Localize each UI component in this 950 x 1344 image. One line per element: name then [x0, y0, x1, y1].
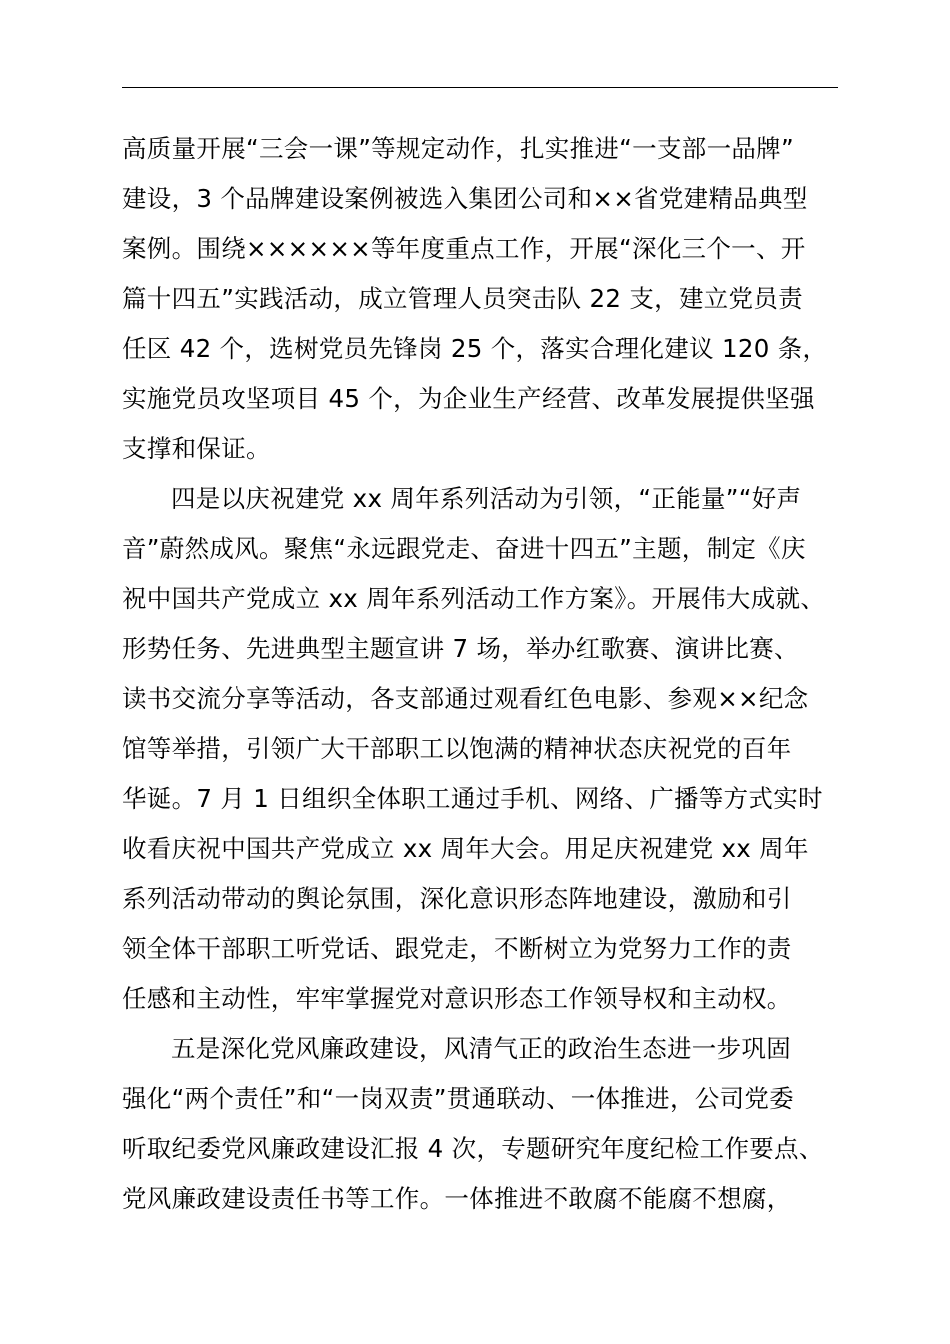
paragraph-start-line: 四是以庆祝建党 xx 周年系列活动为引领，“正能量”“好声	[171, 484, 802, 513]
text-line: 任区 42 个，选树党员先锋岗 25 个，落实合理化建议 120 条，	[122, 334, 828, 363]
text-line: 形势任务、先进典型主题宣讲 7 场，举办红歌赛、演讲比赛、	[122, 634, 799, 663]
text-line: 高质量开展“三会一课”等规定动作，扎实推进“一支部一品牌”	[122, 134, 794, 163]
text-line: 建设，3 个品牌建设案例被选入集团公司和××省党建精品典型	[122, 184, 808, 213]
text-line: 祝中国共产党成立 xx 周年系列活动工作方案》。开展伟大成就、	[122, 584, 826, 613]
text-line: 任感和主动性，牢牢掌握党对意识形态工作领导权和主动权。	[122, 984, 792, 1013]
text-line: 支撑和保证。	[122, 434, 271, 463]
text-line: 系列活动带动的舆论氛围，深化意识形态阵地建设，激励和引	[122, 884, 792, 913]
text-line: 读书交流分享等活动，各支部通过观看红色电影、参观××纪念	[122, 684, 809, 713]
text-line: 实施党员攻坚项目 45 个，为企业生产经营、改革发展提供坚强	[122, 384, 815, 413]
text-line: 音”蔚然成风。聚焦“永远跟党走、奋进十四五”主题，制定《庆	[122, 534, 806, 563]
text-line: 强化“两个责任”和“一岗双责”贯通联动、一体推进，公司党委	[122, 1084, 794, 1113]
text-line: 馆等举措，引领广大干部职工以饱满的精神状态庆祝党的百年	[122, 734, 792, 763]
text-line: 篇十四五”实践活动，成立管理人员突击队 22 支，建立党员责	[122, 284, 803, 313]
text-line: 案例。围绕××××××等年度重点工作，开展“深化三个一、开	[122, 234, 806, 263]
text-line: 华诞。7 月 1 日组织全体职工通过手机、网络、广播等方式实时	[122, 784, 823, 813]
header-rule	[122, 87, 838, 88]
text-line: 领全体干部职工听党话、跟党走，不断树立为党努力工作的责	[122, 934, 792, 963]
text-line: 听取纪委党风廉政建设汇报 4 次，专题研究年度纪检工作要点、	[122, 1134, 824, 1163]
body-text	[122, 124, 852, 1224]
paragraph-start-line: 五是深化党风廉政建设，风清气正的政治生态进一步巩固	[171, 1034, 791, 1063]
text-line: 收看庆祝中国共产党成立 xx 周年大会。用足庆祝建党 xx 周年	[122, 834, 809, 863]
text-line: 党风廉政建设责任书等工作。一体推进不敢腐不能腐不想腐，	[122, 1184, 792, 1213]
